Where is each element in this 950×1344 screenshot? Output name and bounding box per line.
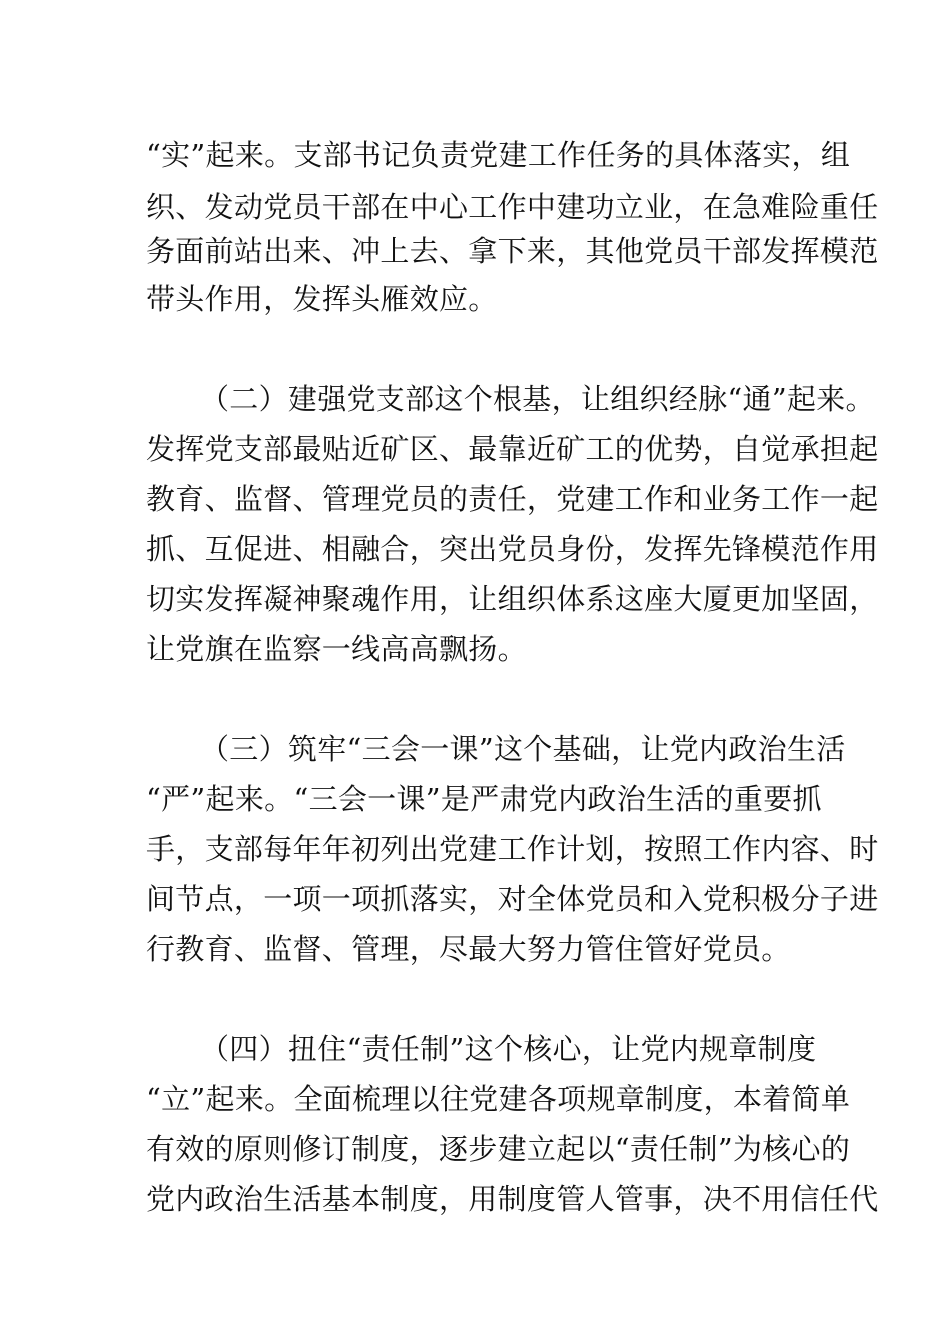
paragraph-2-line-3: 教育、监督、管理党员的责任，党建工作和业务工作一起 — [146, 482, 879, 516]
paragraph-4-line-3: 有效的原则修订制度，逐步建立起以“责任制”为核心的 — [146, 1132, 851, 1166]
paragraph-1-line-2: 织、发动党员干部在中心工作中建功立业，在急难险重任 — [146, 190, 879, 224]
paragraph-4-line-2: “立”起来。全面梳理以往党建各项规章制度，本着简单 — [146, 1082, 851, 1116]
paragraph-1-line-1: “实”起来。支部书记负责党建工作任务的具体落实，组 — [146, 138, 851, 172]
paragraph-3-line-5: 行教育、监督、管理，尽最大努力管住管好党员。 — [146, 932, 791, 966]
paragraph-2-line-4: 抓、互促进、相融合，突出党员身份，发挥先锋模范作用 — [146, 532, 879, 566]
paragraph-1-line-3: 务面前站出来、冲上去、拿下来，其他党员干部发挥模范 — [146, 234, 879, 268]
paragraph-4-line-1: （四）扭住“责任制”这个核心，让党内规章制度 — [200, 1032, 817, 1066]
paragraph-3-line-3: 手，支部每年年初列出党建工作计划，按照工作内容、时 — [146, 832, 879, 866]
paragraph-2-line-1: （二）建强党支部这个根基，让组织经脉“通”起来。 — [200, 382, 875, 416]
paragraph-2-line-5: 切实发挥凝神聚魂作用，让组织体系这座大厦更加坚固， — [146, 582, 879, 616]
paragraph-3-line-1: （三）筑牢“三会一课”这个基础，让党内政治生活 — [200, 732, 846, 766]
paragraph-3-line-4: 间节点，一项一项抓落实，对全体党员和入党积极分子进 — [146, 882, 879, 916]
paragraph-1-line-4: 带头作用，发挥头雁效应。 — [146, 282, 498, 316]
paragraph-2-line-6: 让党旗在监察一线高高飘扬。 — [146, 632, 527, 666]
paragraph-3-line-2: “严”起来。“三会一课”是严肃党内政治生活的重要抓 — [146, 782, 822, 816]
paragraph-4-line-4: 党内政治生活基本制度，用制度管人管事，决不用信任代 — [146, 1182, 879, 1216]
paragraph-2-line-2: 发挥党支部最贴近矿区、最靠近矿工的优势，自觉承担起 — [146, 432, 879, 466]
